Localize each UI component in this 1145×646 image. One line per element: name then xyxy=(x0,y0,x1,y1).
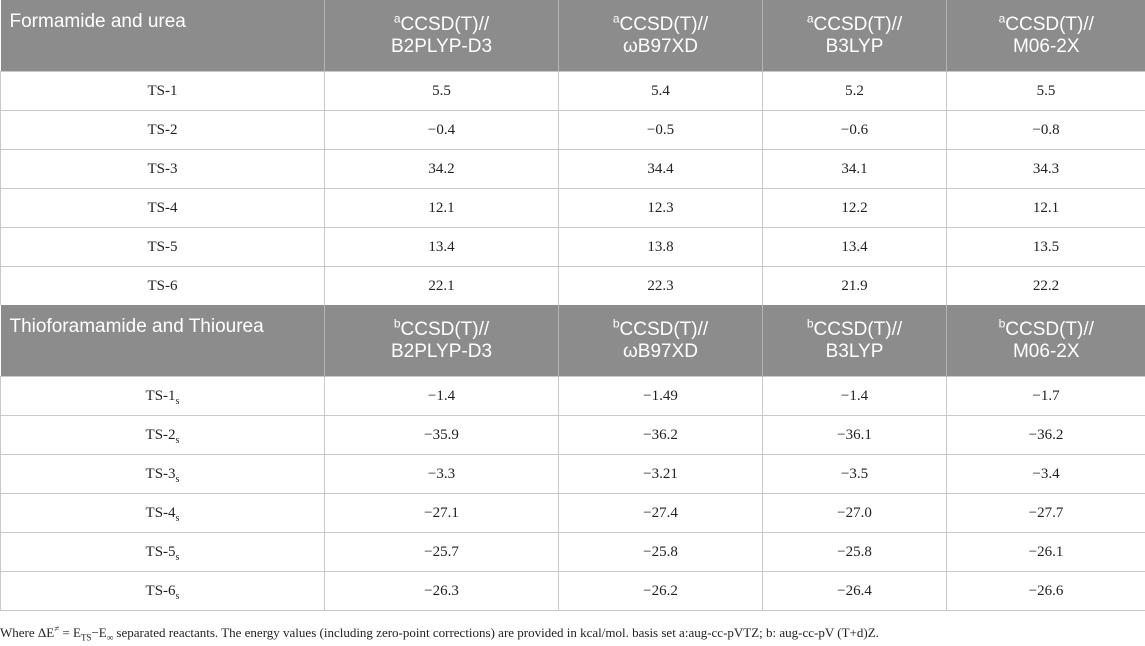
energy-value: −3.21 xyxy=(559,455,763,494)
table-row xyxy=(1,150,1145,189)
energy-value: 13.5 xyxy=(947,228,1145,267)
energy-value: −27.7 xyxy=(947,494,1145,533)
energy-value: −3.5 xyxy=(763,455,947,494)
section-title: Formamide and urea xyxy=(1,0,325,72)
energy-value: −27.4 xyxy=(559,494,763,533)
section-title: Thioforamamide and Thiourea xyxy=(1,305,325,377)
header-row xyxy=(1,0,1145,72)
energy-value: −25.7 xyxy=(325,533,559,572)
energy-value: −1.49 xyxy=(559,377,763,416)
energy-value: −26.6 xyxy=(947,572,1145,611)
column-header: $^a$CCSD(T)// ωB97XD xyxy=(559,0,763,72)
energy-value: −3.3 xyxy=(325,455,559,494)
energy-value: 5.2 xyxy=(763,72,947,111)
energy-value: −26.1 xyxy=(947,533,1145,572)
row-label: $TS-3_s$ xyxy=(1,455,325,494)
section-formamide-urea xyxy=(1,0,1145,305)
table-row xyxy=(1,377,1145,416)
energy-value: 12.1 xyxy=(325,189,559,228)
row-label: TS-1 xyxy=(1,72,325,111)
column-header: $^b$CCSD(T)// ωB97XD xyxy=(559,305,763,377)
energy-value: 12.3 xyxy=(559,189,763,228)
table-row xyxy=(1,455,1145,494)
energy-value: 22.1 xyxy=(325,267,559,306)
table-row xyxy=(1,416,1145,455)
energy-value: 21.9 xyxy=(763,267,947,306)
row-label: $TS-4_s$ xyxy=(1,494,325,533)
energy-value: 12.2 xyxy=(763,189,947,228)
row-label: TS-3 xyxy=(1,150,325,189)
column-header: $^b$CCSD(T)// B2PLYP-D3 xyxy=(325,305,559,377)
energy-value: 12.1 xyxy=(947,189,1145,228)
energy-value: 5.5 xyxy=(325,72,559,111)
row-label: $TS-6_s$ xyxy=(1,572,325,611)
table-row xyxy=(1,533,1145,572)
energy-value: −26.2 xyxy=(559,572,763,611)
row-label: TS-5 xyxy=(1,228,325,267)
table-row xyxy=(1,189,1145,228)
energy-value: 34.1 xyxy=(763,150,947,189)
row-label: TS-4 xyxy=(1,189,325,228)
energy-value: −1.4 xyxy=(763,377,947,416)
energy-value: 34.4 xyxy=(559,150,763,189)
energy-value: 13.8 xyxy=(559,228,763,267)
energy-value: 34.2 xyxy=(325,150,559,189)
energy-value: −25.8 xyxy=(763,533,947,572)
energy-value: −36.1 xyxy=(763,416,947,455)
table-row xyxy=(1,267,1145,306)
energy-value: −35.9 xyxy=(325,416,559,455)
energy-value: −0.8 xyxy=(947,111,1145,150)
energy-value: −26.4 xyxy=(763,572,947,611)
column-header: $^a$CCSD(T)// M06-2X xyxy=(947,0,1145,72)
energy-value: 13.4 xyxy=(763,228,947,267)
row-label: TS-2 xyxy=(1,111,325,150)
energy-value: −36.2 xyxy=(947,416,1145,455)
energy-value: 5.4 xyxy=(559,72,763,111)
table-row xyxy=(1,111,1145,150)
column-header: $^a$CCSD(T)// B3LYP xyxy=(763,0,947,72)
energy-value: 34.3 xyxy=(947,150,1145,189)
row-label: $TS-2_s$ xyxy=(1,416,325,455)
energy-value: 13.4 xyxy=(325,228,559,267)
energy-value: −0.6 xyxy=(763,111,947,150)
column-header: $^a$CCSD(T)// B2PLYP-D3 xyxy=(325,0,559,72)
table-row xyxy=(1,572,1145,611)
energy-value: −0.5 xyxy=(559,111,763,150)
energy-value: −36.2 xyxy=(559,416,763,455)
energy-value: −25.8 xyxy=(559,533,763,572)
column-header: $^b$CCSD(T)// M06-2X xyxy=(947,305,1145,377)
table-row xyxy=(1,228,1145,267)
column-header: $^b$CCSD(T)// B3LYP xyxy=(763,305,947,377)
energy-value: −1.7 xyxy=(947,377,1145,416)
energy-value: 22.3 xyxy=(559,267,763,306)
energy-value: −27.1 xyxy=(325,494,559,533)
row-label: $TS-1_s$ xyxy=(1,377,325,416)
table-row xyxy=(1,72,1145,111)
energy-value: −1.4 xyxy=(325,377,559,416)
table-footnote: Where $\Delta E^\ne = E_{TS}-E_\infty$ separated reactants. The energy values (including zero-point corrections) are provided in kcal/mol. basis set a:aug-cc-pVTZ; b: aug-cc-pV (T+d)Z. xyxy=(0,623,879,643)
row-label: TS-6 xyxy=(1,267,325,306)
energy-value: −27.0 xyxy=(763,494,947,533)
energy-value: −0.4 xyxy=(325,111,559,150)
header-row xyxy=(1,305,1145,377)
energy-value: 5.5 xyxy=(947,72,1145,111)
energy-value: −3.4 xyxy=(947,455,1145,494)
energy-value: −26.3 xyxy=(325,572,559,611)
row-label: $TS-5_s$ xyxy=(1,533,325,572)
table-row xyxy=(1,494,1145,533)
section-thioformamide-thiourea xyxy=(1,305,1145,611)
energy-value: 22.2 xyxy=(947,267,1145,306)
